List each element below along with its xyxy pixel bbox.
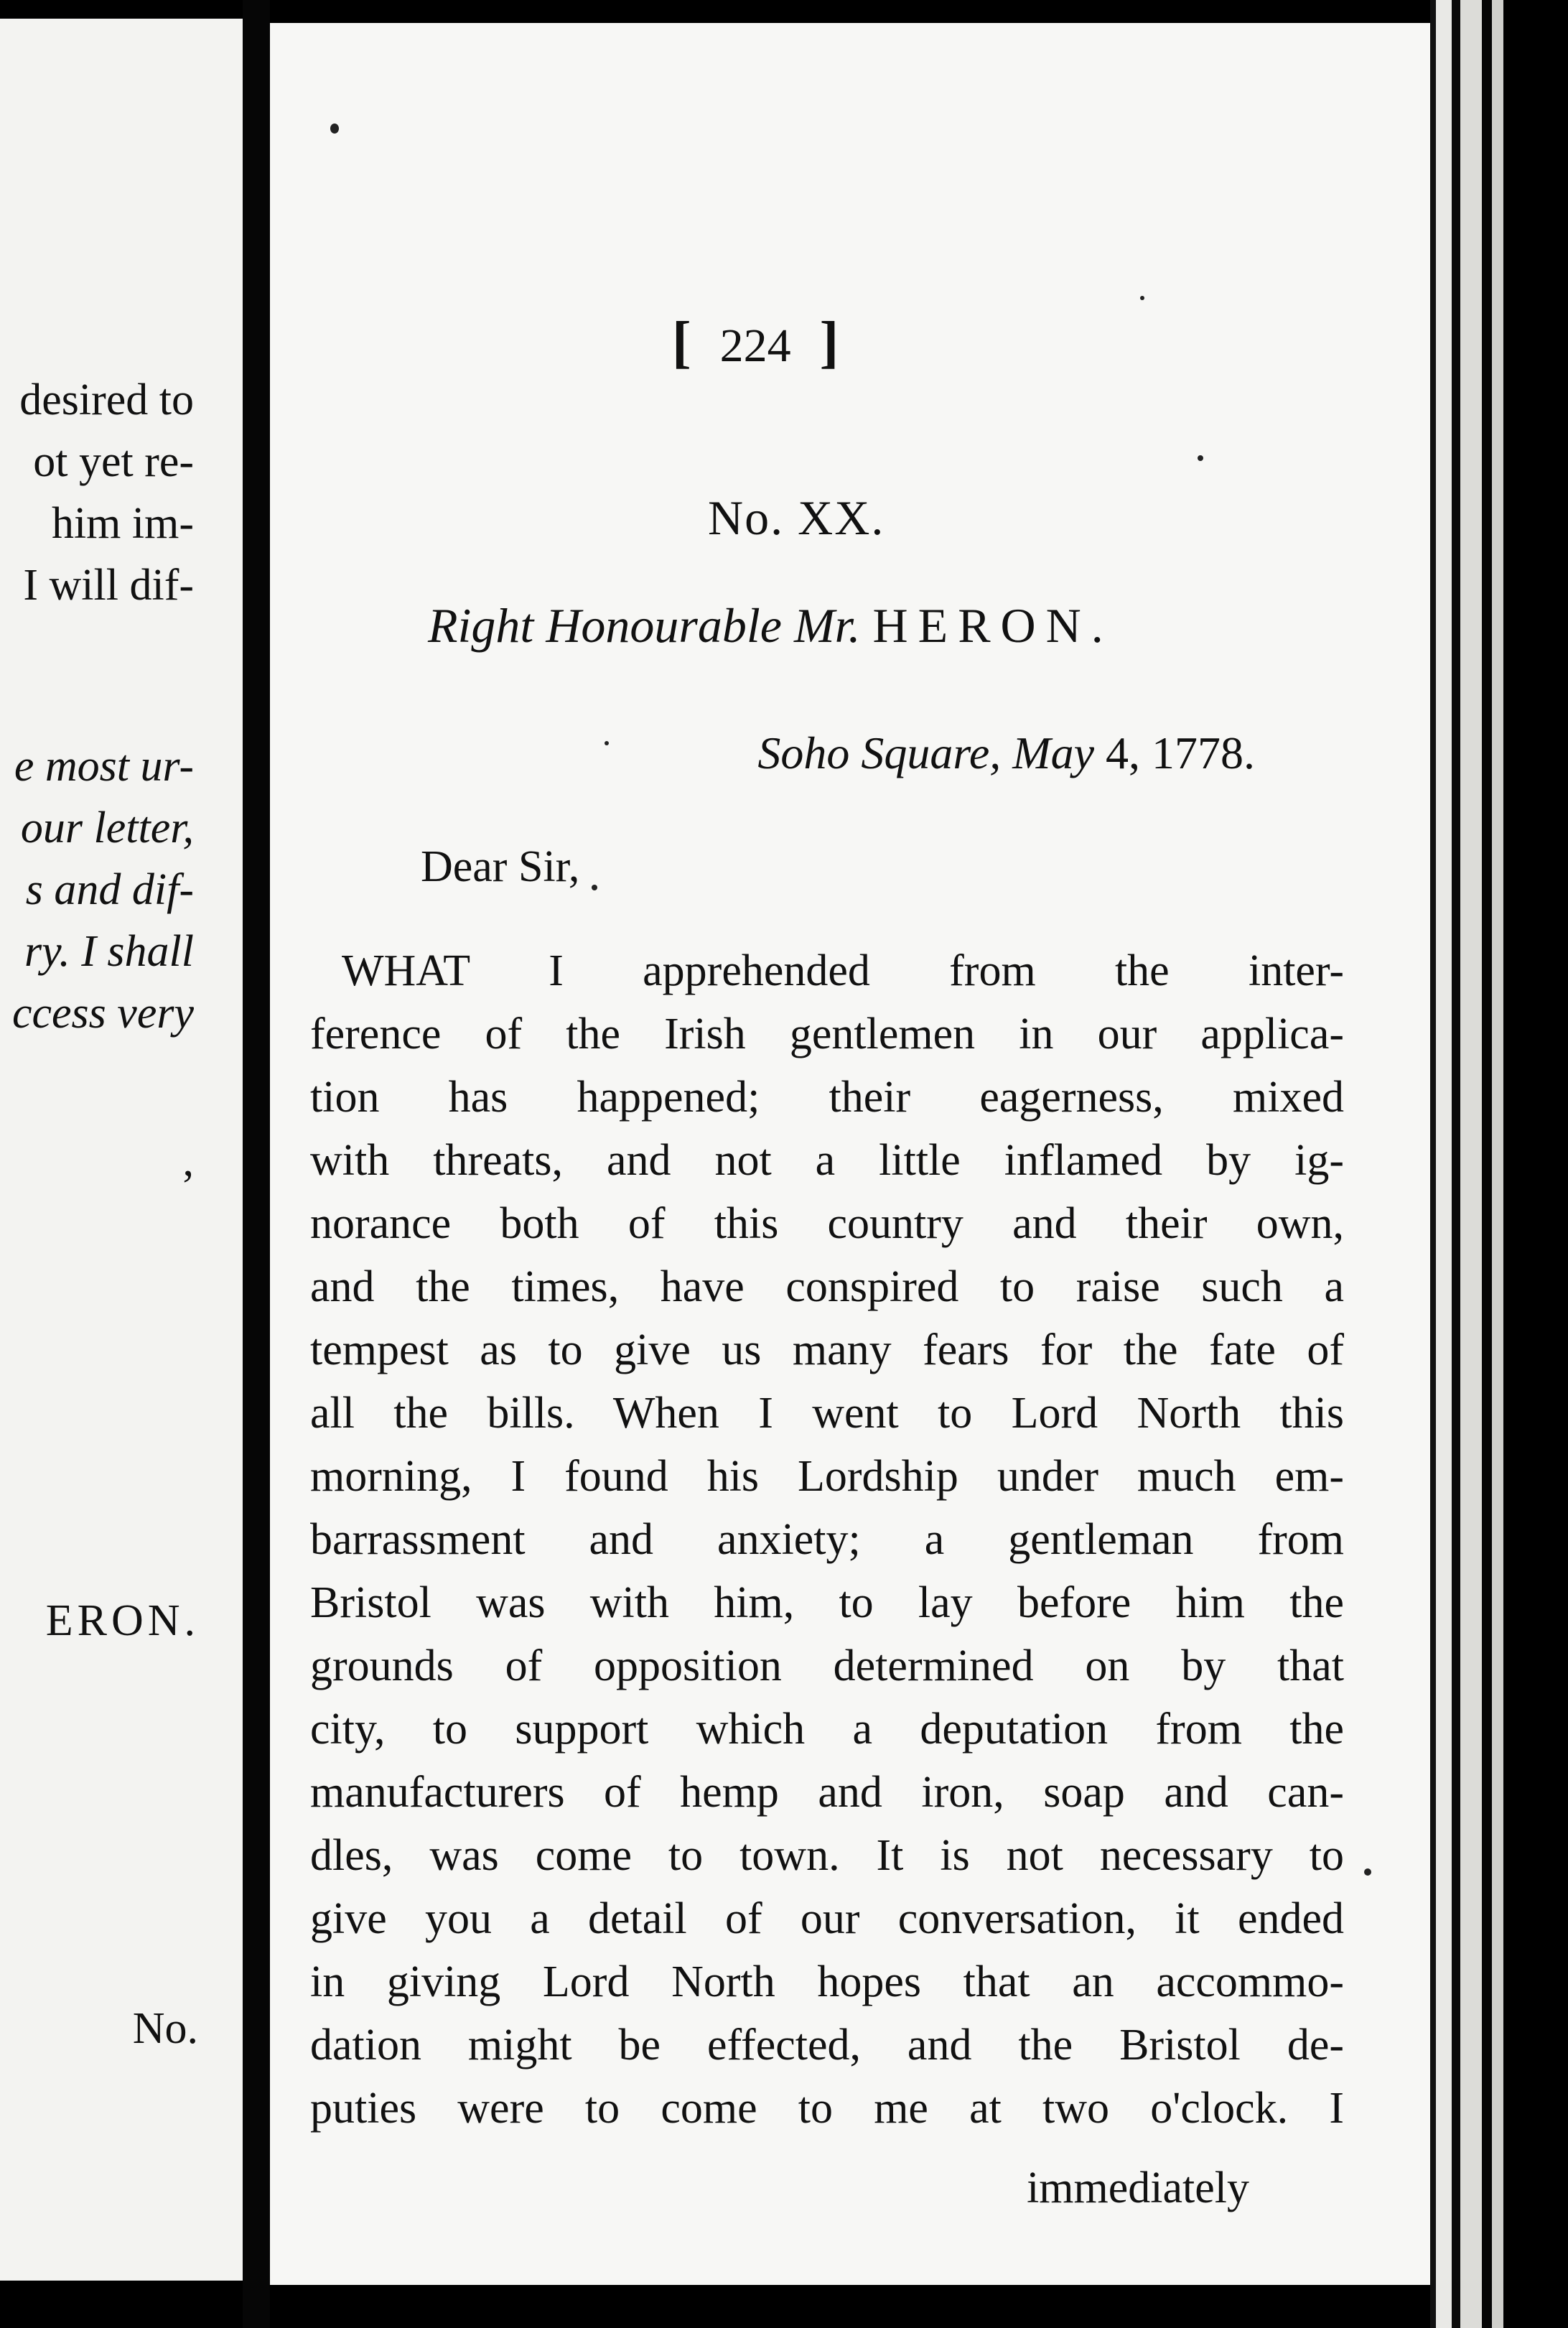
scan-speck [330,124,339,134]
body-line: with threats, and not a little inflamed by ig- [310,1136,1344,1185]
body-line: grounds of opposition determined on by that [310,1642,1344,1690]
scan-speck [1364,1868,1371,1876]
left-page-line: e most ur- [14,742,194,791]
book-gutter [243,0,270,2328]
scan-speck [1140,296,1144,300]
left-page-signature: ERON. [45,1596,200,1645]
body-line: manufacturers of hemp and iron, soap and can- [310,1768,1344,1817]
body-line: barrassment and anxiety; a gentleman from [310,1515,1344,1564]
body-line: tempest as to give us many fears for the fate of [310,1326,1344,1374]
body-line: all the bills. When I went to Lord North this [310,1389,1344,1438]
book-binding-edge [1503,0,1568,2328]
page-number [672,310,1175,376]
page-number-value: 224 [719,320,791,372]
body-line: morning, I found his Lordship under much em- [310,1452,1344,1501]
left-page-line: , [182,1137,194,1186]
scan-speck [1198,455,1203,461]
body-line: city, to support which a deputation from the [310,1705,1344,1754]
left-page-line: our letter, [20,804,194,852]
left-page-fragment [0,19,244,2281]
body-line: norance both of this country and their own, [310,1199,1344,1248]
page-stack-edge [1492,0,1503,2328]
body-line: in giving Lord North hopes that an accommo- [310,1957,1344,2006]
scan-speck [605,741,609,745]
page-stack-edge [1436,0,1452,2328]
left-page-line: ry. I shall [24,927,194,976]
body-line: dles, was come to town. It is not necessary to [310,1831,1344,1880]
letter-number-heading: No. XX. [708,490,885,545]
salutation: Dear Sir, [421,842,580,891]
scan-speck [592,885,597,890]
left-page-catchword: No. [132,2004,198,2053]
body-line: puties were to come to me at two o'clock. I [310,2084,1344,2133]
left-page-line: ot yet re- [33,437,194,486]
page-stack-edge [1430,0,1436,2328]
letter-body [310,939,1344,2140]
left-page-line: him im- [51,499,194,548]
body-line: ference of the Irish gentlemen in our applica- [310,1010,1344,1058]
catchword: immediately [1027,2164,1249,2212]
page-stack-edge [1452,0,1460,2328]
page-number-close-bracket: ] [819,311,839,374]
page-number-open-bracket: [ [672,311,691,374]
body-line: tion has happened; their eagerness, mixed [310,1073,1344,1122]
page-stack-edge [1482,0,1492,2328]
page-stack-edge [1460,0,1482,2328]
body-line: dation might be effected, and the Bristol de- [310,2021,1344,2069]
dateline-month: May [1012,727,1094,778]
addressee-line [428,597,1114,654]
left-page-line: s and dif- [25,865,194,914]
left-page-line: I will dif- [23,561,194,610]
book-page [270,23,1430,2285]
left-page-line: desired to [19,376,194,424]
addressee-prefix: Right Honourable Mr. [428,598,861,653]
dateline-day-year: 4, 1778. [1106,727,1255,778]
body-line: give you a detail of our conversation, it ended [310,1894,1344,1943]
left-page-line: ccess very [12,989,194,1038]
body-line: Bristol was with him, to lay before him the [310,1578,1344,1627]
body-line: and the times, have conspired to raise such a [310,1262,1344,1311]
addressee-name: HERON. [872,598,1114,653]
dateline [757,727,1255,780]
body-line: WHAT I apprehended from the inter- [342,946,1344,995]
dateline-place: Soho Square, [757,727,1002,778]
